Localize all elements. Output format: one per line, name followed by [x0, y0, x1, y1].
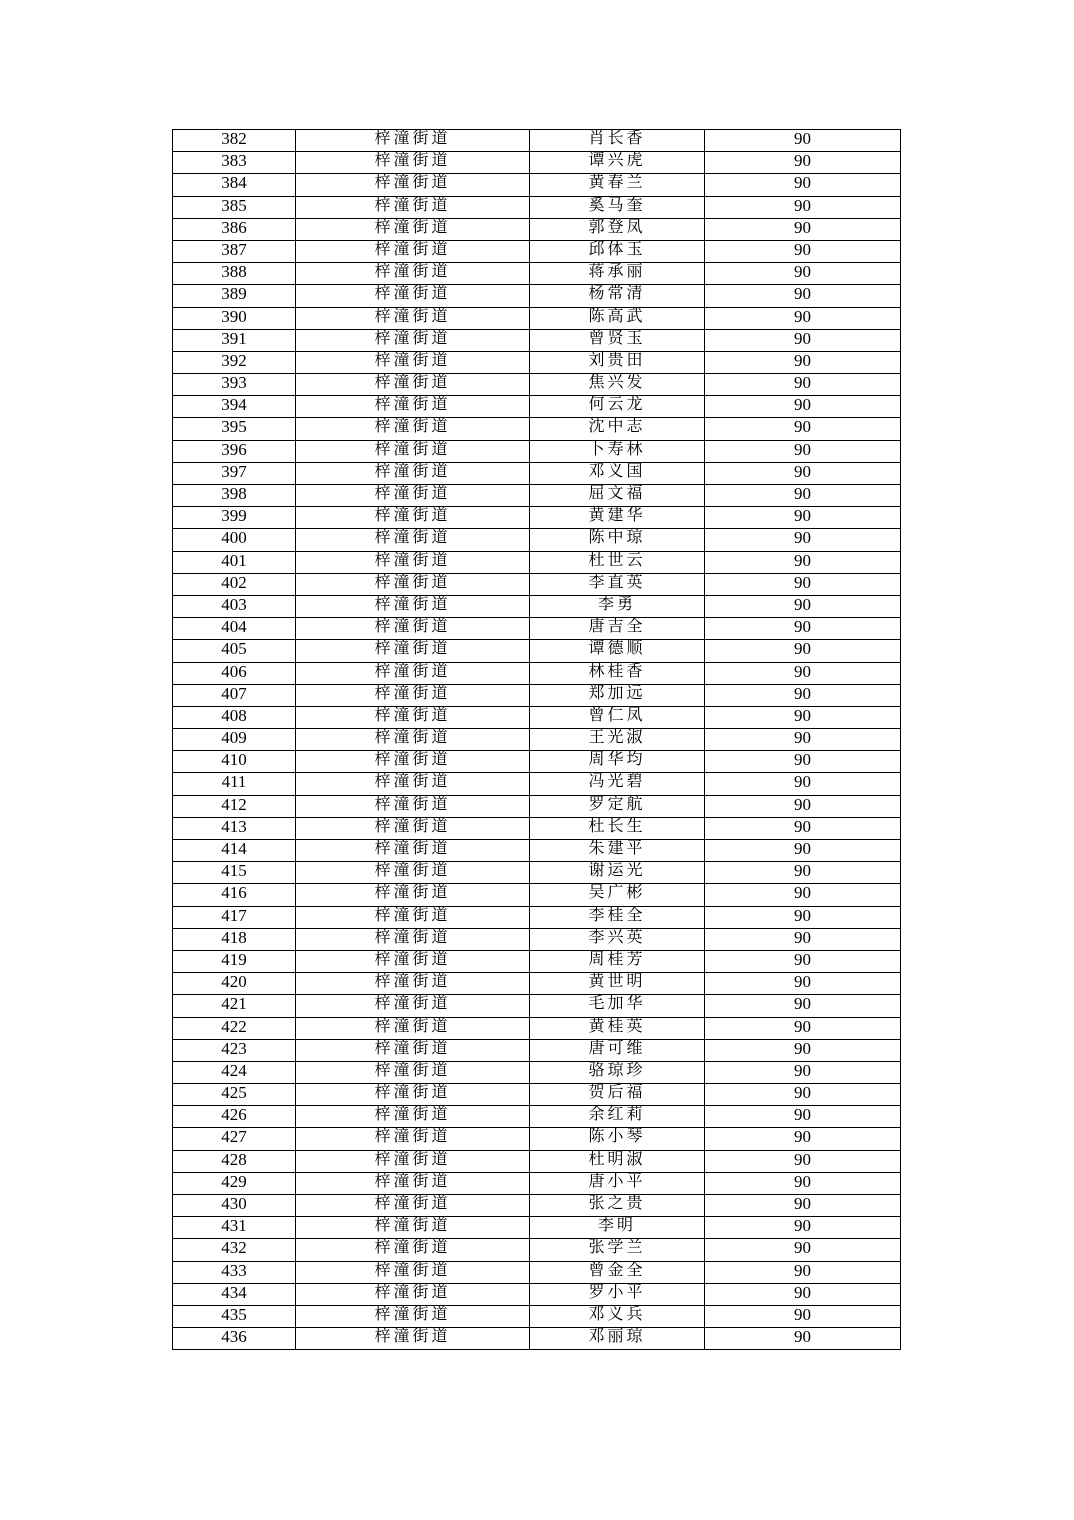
row-number: 434 [173, 1283, 296, 1305]
row-number: 433 [173, 1261, 296, 1283]
amount-cell: 90 [705, 1195, 901, 1217]
amount-cell: 90 [705, 351, 901, 373]
row-number: 416 [173, 884, 296, 906]
table-row [173, 751, 901, 773]
amount-cell: 90 [705, 950, 901, 972]
row-number: 436 [173, 1328, 296, 1350]
street-cell: 梓潼街道 [296, 1172, 530, 1194]
name-cell: 奚马奎 [530, 196, 705, 218]
table-row [173, 485, 901, 507]
amount-cell: 90 [705, 440, 901, 462]
table-row [173, 862, 901, 884]
amount-cell: 90 [705, 1305, 901, 1327]
street-cell: 梓潼街道 [296, 1261, 530, 1283]
name-cell: 焦兴发 [530, 374, 705, 396]
name-cell: 贺后福 [530, 1084, 705, 1106]
table-row [173, 1172, 901, 1194]
amount-cell: 90 [705, 1084, 901, 1106]
row-number: 419 [173, 950, 296, 972]
street-cell: 梓潼街道 [296, 1283, 530, 1305]
table-row [173, 729, 901, 751]
row-number: 417 [173, 906, 296, 928]
name-cell: 李明 [530, 1217, 705, 1239]
row-number: 403 [173, 595, 296, 617]
table-row [173, 529, 901, 551]
table-row [173, 995, 901, 1017]
street-cell: 梓潼街道 [296, 240, 530, 262]
amount-cell: 90 [705, 795, 901, 817]
table-row [173, 507, 901, 529]
name-cell: 陈小琴 [530, 1128, 705, 1150]
street-cell: 梓潼街道 [296, 618, 530, 640]
street-cell: 梓潼街道 [296, 462, 530, 484]
table-row [173, 573, 901, 595]
name-cell: 杜世云 [530, 551, 705, 573]
table-row [173, 374, 901, 396]
amount-cell: 90 [705, 595, 901, 617]
street-cell: 梓潼街道 [296, 1305, 530, 1327]
row-number: 402 [173, 573, 296, 595]
row-number: 394 [173, 396, 296, 418]
row-number: 386 [173, 218, 296, 240]
name-cell: 骆琼珍 [530, 1061, 705, 1083]
name-cell: 张之贵 [530, 1195, 705, 1217]
table-row [173, 1328, 901, 1350]
amount-cell: 90 [705, 1239, 901, 1261]
amount-cell: 90 [705, 152, 901, 174]
street-cell: 梓潼街道 [296, 684, 530, 706]
row-number: 412 [173, 795, 296, 817]
street-cell: 梓潼街道 [296, 529, 530, 551]
name-cell: 余红莉 [530, 1106, 705, 1128]
row-number: 430 [173, 1195, 296, 1217]
table-row [173, 684, 901, 706]
amount-cell: 90 [705, 928, 901, 950]
amount-cell: 90 [705, 130, 901, 152]
table-row [173, 1261, 901, 1283]
row-number: 413 [173, 817, 296, 839]
amount-cell: 90 [705, 263, 901, 285]
table-row [173, 551, 901, 573]
name-cell: 唐可维 [530, 1039, 705, 1061]
name-cell: 吴广彬 [530, 884, 705, 906]
name-cell: 李勇 [530, 595, 705, 617]
amount-cell: 90 [705, 573, 901, 595]
amount-cell: 90 [705, 396, 901, 418]
row-number: 401 [173, 551, 296, 573]
row-number: 425 [173, 1084, 296, 1106]
amount-cell: 90 [705, 507, 901, 529]
street-cell: 梓潼街道 [296, 418, 530, 440]
street-cell: 梓潼街道 [296, 307, 530, 329]
table-row [173, 174, 901, 196]
amount-cell: 90 [705, 1172, 901, 1194]
table-row [173, 130, 901, 152]
street-cell: 梓潼街道 [296, 218, 530, 240]
name-cell: 屈文福 [530, 485, 705, 507]
street-cell: 梓潼街道 [296, 1061, 530, 1083]
table-row [173, 1305, 901, 1327]
name-cell: 罗定航 [530, 795, 705, 817]
table-row [173, 351, 901, 373]
recipient-table [172, 129, 901, 1350]
table-row [173, 263, 901, 285]
name-cell: 沈中志 [530, 418, 705, 440]
street-cell: 梓潼街道 [296, 1150, 530, 1172]
street-cell: 梓潼街道 [296, 773, 530, 795]
row-number: 387 [173, 240, 296, 262]
amount-cell: 90 [705, 1017, 901, 1039]
name-cell: 谢运光 [530, 862, 705, 884]
row-number: 415 [173, 862, 296, 884]
name-cell: 黄建华 [530, 507, 705, 529]
row-number: 424 [173, 1061, 296, 1083]
amount-cell: 90 [705, 706, 901, 728]
street-cell: 梓潼街道 [296, 1217, 530, 1239]
amount-cell: 90 [705, 485, 901, 507]
street-cell: 梓潼街道 [296, 1195, 530, 1217]
amount-cell: 90 [705, 551, 901, 573]
table-row [173, 706, 901, 728]
table-row [173, 1061, 901, 1083]
table-row [173, 440, 901, 462]
amount-cell: 90 [705, 817, 901, 839]
amount-cell: 90 [705, 529, 901, 551]
table-row [173, 1084, 901, 1106]
amount-cell: 90 [705, 884, 901, 906]
name-cell: 唐小平 [530, 1172, 705, 1194]
table-row [173, 618, 901, 640]
name-cell: 曾仁凤 [530, 706, 705, 728]
row-number: 435 [173, 1305, 296, 1327]
table-row [173, 1150, 901, 1172]
table-row [173, 1283, 901, 1305]
table-row [173, 1195, 901, 1217]
table-row [173, 795, 901, 817]
table-row [173, 640, 901, 662]
row-number: 431 [173, 1217, 296, 1239]
row-number: 392 [173, 351, 296, 373]
row-number: 418 [173, 928, 296, 950]
table-row [173, 329, 901, 351]
row-number: 385 [173, 196, 296, 218]
amount-cell: 90 [705, 862, 901, 884]
amount-cell: 90 [705, 1061, 901, 1083]
street-cell: 梓潼街道 [296, 995, 530, 1017]
table-row [173, 396, 901, 418]
amount-cell: 90 [705, 840, 901, 862]
table-row [173, 285, 901, 307]
table-row [173, 950, 901, 972]
table-row [173, 152, 901, 174]
amount-cell: 90 [705, 418, 901, 440]
name-cell: 杜长生 [530, 817, 705, 839]
amount-cell: 90 [705, 1283, 901, 1305]
row-number: 408 [173, 706, 296, 728]
table-row [173, 1128, 901, 1150]
table-row [173, 662, 901, 684]
name-cell: 邱体玉 [530, 240, 705, 262]
name-cell: 冯光碧 [530, 773, 705, 795]
name-cell: 何云龙 [530, 396, 705, 418]
street-cell: 梓潼街道 [296, 1239, 530, 1261]
row-number: 427 [173, 1128, 296, 1150]
table-row [173, 218, 901, 240]
row-number: 421 [173, 995, 296, 1017]
street-cell: 梓潼街道 [296, 1328, 530, 1350]
street-cell: 梓潼街道 [296, 706, 530, 728]
amount-cell: 90 [705, 174, 901, 196]
table-row [173, 240, 901, 262]
name-cell: 罗小平 [530, 1283, 705, 1305]
name-cell: 卜寿林 [530, 440, 705, 462]
street-cell: 梓潼街道 [296, 551, 530, 573]
amount-cell: 90 [705, 640, 901, 662]
row-number: 400 [173, 529, 296, 551]
amount-cell: 90 [705, 1128, 901, 1150]
row-number: 414 [173, 840, 296, 862]
amount-cell: 90 [705, 307, 901, 329]
street-cell: 梓潼街道 [296, 152, 530, 174]
amount-cell: 90 [705, 995, 901, 1017]
table-row [173, 462, 901, 484]
street-cell: 梓潼街道 [296, 595, 530, 617]
name-cell: 谭兴虎 [530, 152, 705, 174]
amount-cell: 90 [705, 906, 901, 928]
name-cell: 邓义国 [530, 462, 705, 484]
table-row [173, 840, 901, 862]
table-row [173, 973, 901, 995]
amount-cell: 90 [705, 1039, 901, 1061]
street-cell: 梓潼街道 [296, 1039, 530, 1061]
name-cell: 郭登凤 [530, 218, 705, 240]
street-cell: 梓潼街道 [296, 1084, 530, 1106]
street-cell: 梓潼街道 [296, 263, 530, 285]
amount-cell: 90 [705, 618, 901, 640]
row-number: 384 [173, 174, 296, 196]
amount-cell: 90 [705, 1106, 901, 1128]
street-cell: 梓潼街道 [296, 573, 530, 595]
row-number: 428 [173, 1150, 296, 1172]
row-number: 410 [173, 751, 296, 773]
street-cell: 梓潼街道 [296, 928, 530, 950]
street-cell: 梓潼街道 [296, 1017, 530, 1039]
street-cell: 梓潼街道 [296, 640, 530, 662]
table-row [173, 595, 901, 617]
street-cell: 梓潼街道 [296, 329, 530, 351]
street-cell: 梓潼街道 [296, 662, 530, 684]
row-number: 393 [173, 374, 296, 396]
street-cell: 梓潼街道 [296, 729, 530, 751]
name-cell: 李桂全 [530, 906, 705, 928]
name-cell: 刘贵田 [530, 351, 705, 373]
street-cell: 梓潼街道 [296, 973, 530, 995]
row-number: 423 [173, 1039, 296, 1061]
name-cell: 张学兰 [530, 1239, 705, 1261]
street-cell: 梓潼街道 [296, 396, 530, 418]
amount-cell: 90 [705, 218, 901, 240]
row-number: 389 [173, 285, 296, 307]
table-row [173, 1217, 901, 1239]
street-cell: 梓潼街道 [296, 130, 530, 152]
row-number: 404 [173, 618, 296, 640]
name-cell: 邓丽琼 [530, 1328, 705, 1350]
name-cell: 陈高武 [530, 307, 705, 329]
name-cell: 肖长香 [530, 130, 705, 152]
name-cell: 王光淑 [530, 729, 705, 751]
name-cell: 朱建平 [530, 840, 705, 862]
row-number: 406 [173, 662, 296, 684]
amount-cell: 90 [705, 773, 901, 795]
name-cell: 周华均 [530, 751, 705, 773]
row-number: 390 [173, 307, 296, 329]
table-row [173, 196, 901, 218]
table-row [173, 1017, 901, 1039]
table-row [173, 1239, 901, 1261]
amount-cell: 90 [705, 462, 901, 484]
table-row [173, 1106, 901, 1128]
street-cell: 梓潼街道 [296, 817, 530, 839]
name-cell: 曾金全 [530, 1261, 705, 1283]
street-cell: 梓潼街道 [296, 751, 530, 773]
row-number: 426 [173, 1106, 296, 1128]
street-cell: 梓潼街道 [296, 840, 530, 862]
row-number: 407 [173, 684, 296, 706]
street-cell: 梓潼街道 [296, 862, 530, 884]
amount-cell: 90 [705, 973, 901, 995]
street-cell: 梓潼街道 [296, 950, 530, 972]
row-number: 397 [173, 462, 296, 484]
amount-cell: 90 [705, 240, 901, 262]
table-row [173, 418, 901, 440]
street-cell: 梓潼街道 [296, 906, 530, 928]
name-cell: 李直英 [530, 573, 705, 595]
row-number: 409 [173, 729, 296, 751]
name-cell: 郑加远 [530, 684, 705, 706]
row-number: 396 [173, 440, 296, 462]
name-cell: 谭德顺 [530, 640, 705, 662]
amount-cell: 90 [705, 684, 901, 706]
amount-cell: 90 [705, 1328, 901, 1350]
street-cell: 梓潼街道 [296, 1106, 530, 1128]
amount-cell: 90 [705, 729, 901, 751]
row-number: 420 [173, 973, 296, 995]
name-cell: 黄春兰 [530, 174, 705, 196]
name-cell: 李兴英 [530, 928, 705, 950]
amount-cell: 90 [705, 1261, 901, 1283]
street-cell: 梓潼街道 [296, 485, 530, 507]
name-cell: 曾贤玉 [530, 329, 705, 351]
name-cell: 杜明淑 [530, 1150, 705, 1172]
row-number: 395 [173, 418, 296, 440]
amount-cell: 90 [705, 196, 901, 218]
row-number: 429 [173, 1172, 296, 1194]
amount-cell: 90 [705, 1217, 901, 1239]
row-number: 405 [173, 640, 296, 662]
street-cell: 梓潼街道 [296, 795, 530, 817]
table-row [173, 817, 901, 839]
name-cell: 毛加华 [530, 995, 705, 1017]
row-number: 422 [173, 1017, 296, 1039]
name-cell: 林桂香 [530, 662, 705, 684]
name-cell: 周桂芳 [530, 950, 705, 972]
street-cell: 梓潼街道 [296, 285, 530, 307]
name-cell: 蒋承丽 [530, 263, 705, 285]
street-cell: 梓潼街道 [296, 1128, 530, 1150]
amount-cell: 90 [705, 329, 901, 351]
table-row [173, 884, 901, 906]
amount-cell: 90 [705, 285, 901, 307]
name-cell: 陈中琼 [530, 529, 705, 551]
amount-cell: 90 [705, 751, 901, 773]
table-row [173, 906, 901, 928]
street-cell: 梓潼街道 [296, 374, 530, 396]
table-row [173, 1039, 901, 1061]
amount-cell: 90 [705, 1150, 901, 1172]
name-cell: 杨常清 [530, 285, 705, 307]
street-cell: 梓潼街道 [296, 884, 530, 906]
row-number: 391 [173, 329, 296, 351]
table-row [173, 307, 901, 329]
name-cell: 黄桂英 [530, 1017, 705, 1039]
row-number: 411 [173, 773, 296, 795]
row-number: 432 [173, 1239, 296, 1261]
table-row [173, 928, 901, 950]
amount-cell: 90 [705, 662, 901, 684]
row-number: 398 [173, 485, 296, 507]
street-cell: 梓潼街道 [296, 507, 530, 529]
name-cell: 黄世明 [530, 973, 705, 995]
row-number: 388 [173, 263, 296, 285]
name-cell: 唐吉全 [530, 618, 705, 640]
row-number: 383 [173, 152, 296, 174]
street-cell: 梓潼街道 [296, 196, 530, 218]
row-number: 382 [173, 130, 296, 152]
row-number: 399 [173, 507, 296, 529]
name-cell: 邓义兵 [530, 1305, 705, 1327]
street-cell: 梓潼街道 [296, 174, 530, 196]
amount-cell: 90 [705, 374, 901, 396]
street-cell: 梓潼街道 [296, 440, 530, 462]
table-row [173, 773, 901, 795]
street-cell: 梓潼街道 [296, 351, 530, 373]
table-body [173, 130, 901, 1350]
